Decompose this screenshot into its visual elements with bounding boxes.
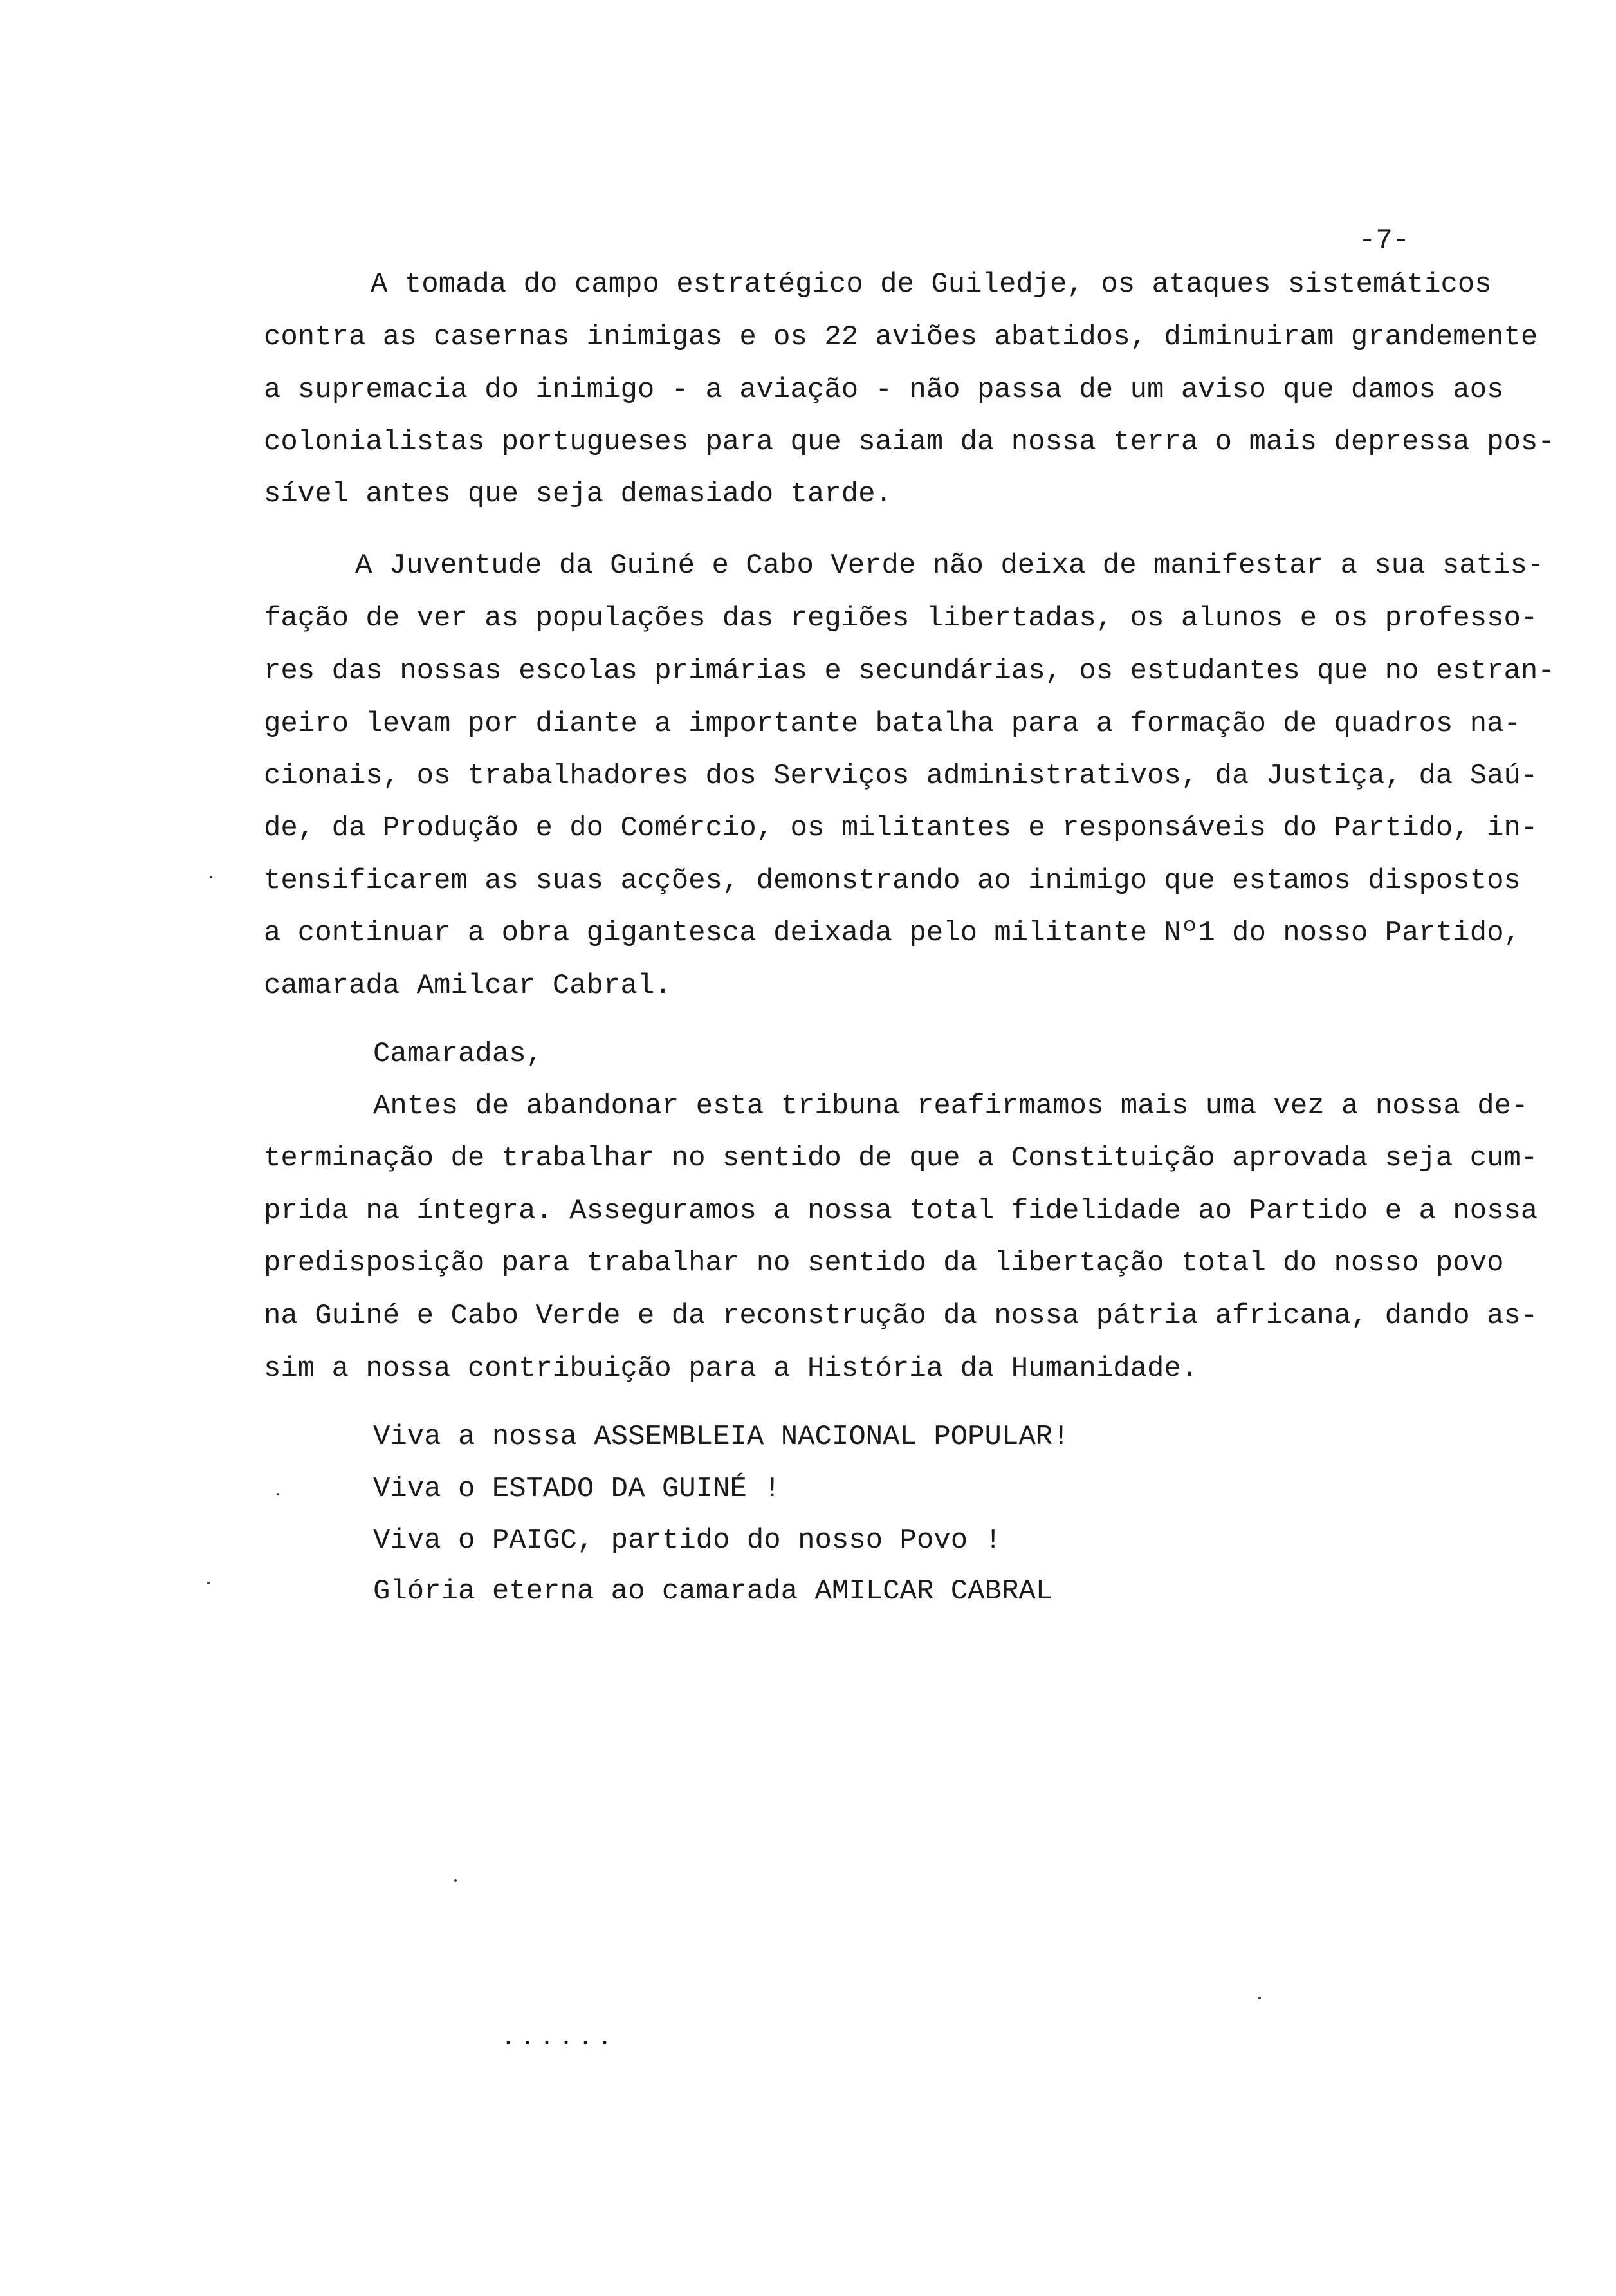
paragraph-3-line-5: na Guiné e Cabo Verde e da reconstrução da nossa pátria africana, dando as- [264, 1300, 1538, 1332]
paragraph-2-line-1: A Juventude da Guiné e Cabo Verde não deixa de manifestar a sua satis- [355, 550, 1545, 582]
paragraph-2-line-5: cionais, os trabalhadores dos Serviços administrativos, da Justiça, da Saú- [264, 760, 1538, 792]
scan-speck [1258, 1997, 1261, 1999]
slogan-paigc: Viva o PAIGC, partido do nosso Povo ! [373, 1524, 1002, 1557]
trailing-dots: ...... [500, 2024, 617, 2053]
paragraph-2-line-7: tensificarem as suas acções, demonstrando ao inimigo que estamos dispostos [264, 865, 1521, 897]
scan-speck [454, 1879, 457, 1882]
paragraph-3-line-4: predisposição para trabalhar no sentido da libertação total do nosso povo [264, 1247, 1504, 1279]
paragraph-2-line-9: camarada Amilcar Cabral. [264, 970, 672, 1002]
paragraph-1-line-3: a supremacia do inimigo - a aviação - não passa de um aviso que damos aos [264, 374, 1504, 406]
page-number: -7- [1359, 225, 1410, 257]
paragraph-3-line-2: terminação de trabalhar no sentido de que a Constituição aprovada seja cum- [264, 1142, 1538, 1174]
paragraph-3-line-3: prida na íntegra. Asseguramos a nossa total fidelidade ao Partido e a nossa [264, 1195, 1538, 1227]
slogan-gloria: Glória eterna ao camarada AMILCAR CABRAL [373, 1575, 1053, 1607]
slogan-estado: Viva o ESTADO DA GUINÉ ! [373, 1473, 781, 1505]
scan-speck [210, 876, 212, 878]
paragraph-3-line-1: Antes de abandonar esta tribuna reafirmamos mais uma vez a nossa de- [373, 1090, 1529, 1122]
paragraph-1-line-4: colonialistas portugueses para que saiam da nossa terra o mais depressa pos- [264, 426, 1555, 458]
paragraph-1-line-1: A tomada do campo estratégico de Guiledje, os ataques sistemáticos [371, 268, 1492, 301]
paragraph-1-line-5: sível antes que seja demasiado tarde. [264, 478, 892, 510]
paragraph-2-line-3: res das nossas escolas primárias e secundárias, os estudantes que no estran- [264, 655, 1555, 687]
slogan-assembleia: Viva a nossa ASSEMBLEIA NACIONAL POPULAR! [373, 1421, 1070, 1453]
paragraph-2-line-8: a continuar a obra gigantesca deixada pelo militante Nº1 do nosso Partido, [264, 917, 1521, 949]
salutation-camaradas: Camaradas, [373, 1038, 544, 1070]
paragraph-2-line-6: de, da Produção e do Comércio, os militantes e responsáveis do Partido, in- [264, 812, 1538, 844]
scan-speck [277, 1493, 279, 1495]
paragraph-1-line-2: contra as casernas inimigas e os 22 aviões abatidos, diminuiram grandemente [264, 321, 1538, 353]
paragraph-3-line-6: sim a nossa contribuição para a História da Humanidade. [264, 1353, 1198, 1385]
paragraph-2-line-4: geiro levam por diante a importante batalha para a formação de quadros na- [264, 708, 1521, 740]
paragraph-2-line-2: fação de ver as populações das regiões libertadas, os alunos e os professo- [264, 602, 1538, 634]
scan-speck [207, 1582, 210, 1584]
